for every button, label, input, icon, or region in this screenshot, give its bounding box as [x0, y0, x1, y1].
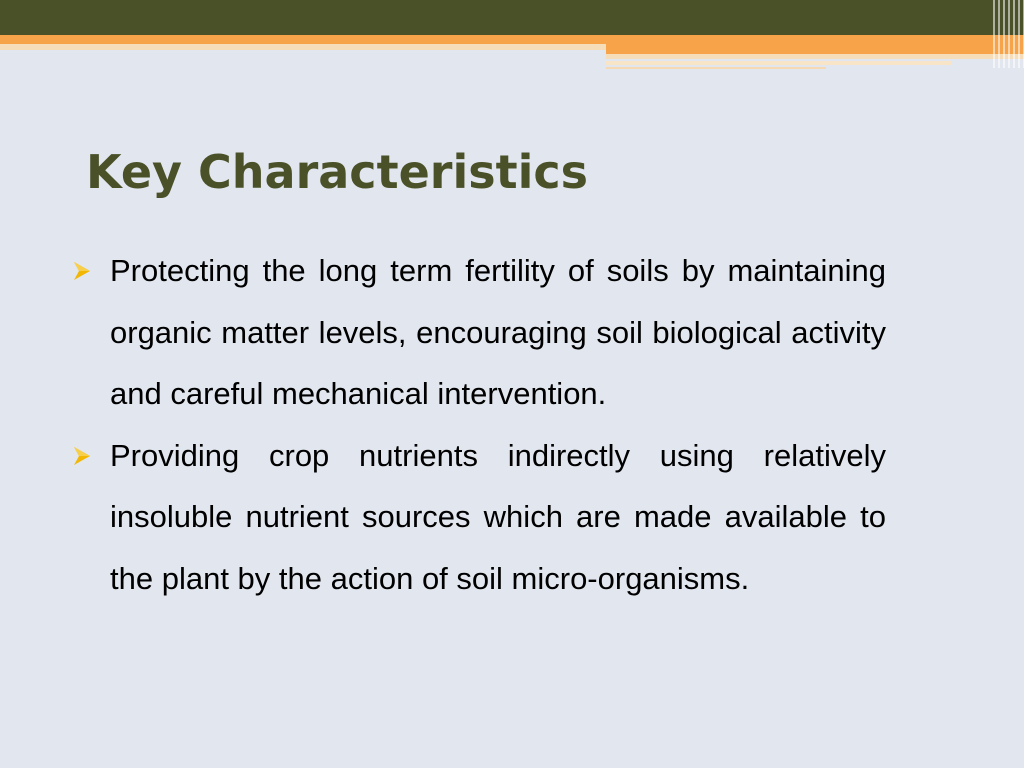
arrow-bullet-icon [72, 445, 92, 467]
slide-title: Key Characteristics [86, 145, 589, 199]
arrow-bullet-icon [72, 260, 92, 282]
header-accent-line [606, 54, 1024, 59]
header-accent-line [606, 67, 826, 69]
header-accent-stripe [0, 35, 1024, 44]
bullet-item [70, 240, 886, 425]
bullet-item [70, 425, 886, 610]
bullet-text: Protecting the long term fertility of soils by maintaining organic matter levels, encouraging soil biological activity and careful mechanical intervention. [110, 253, 886, 411]
header-accent-tab [606, 44, 1024, 54]
header-edge-stripes [993, 0, 1024, 68]
header-band [0, 0, 1024, 35]
header-accent-line [606, 61, 951, 65]
bullet-list [70, 240, 886, 609]
header-accent-line [0, 44, 606, 50]
bullet-text: Providing crop nutrients indirectly using relatively insoluble nutrient sources which are made available to the plant by the action of soil micro-organisms. [110, 437, 886, 596]
